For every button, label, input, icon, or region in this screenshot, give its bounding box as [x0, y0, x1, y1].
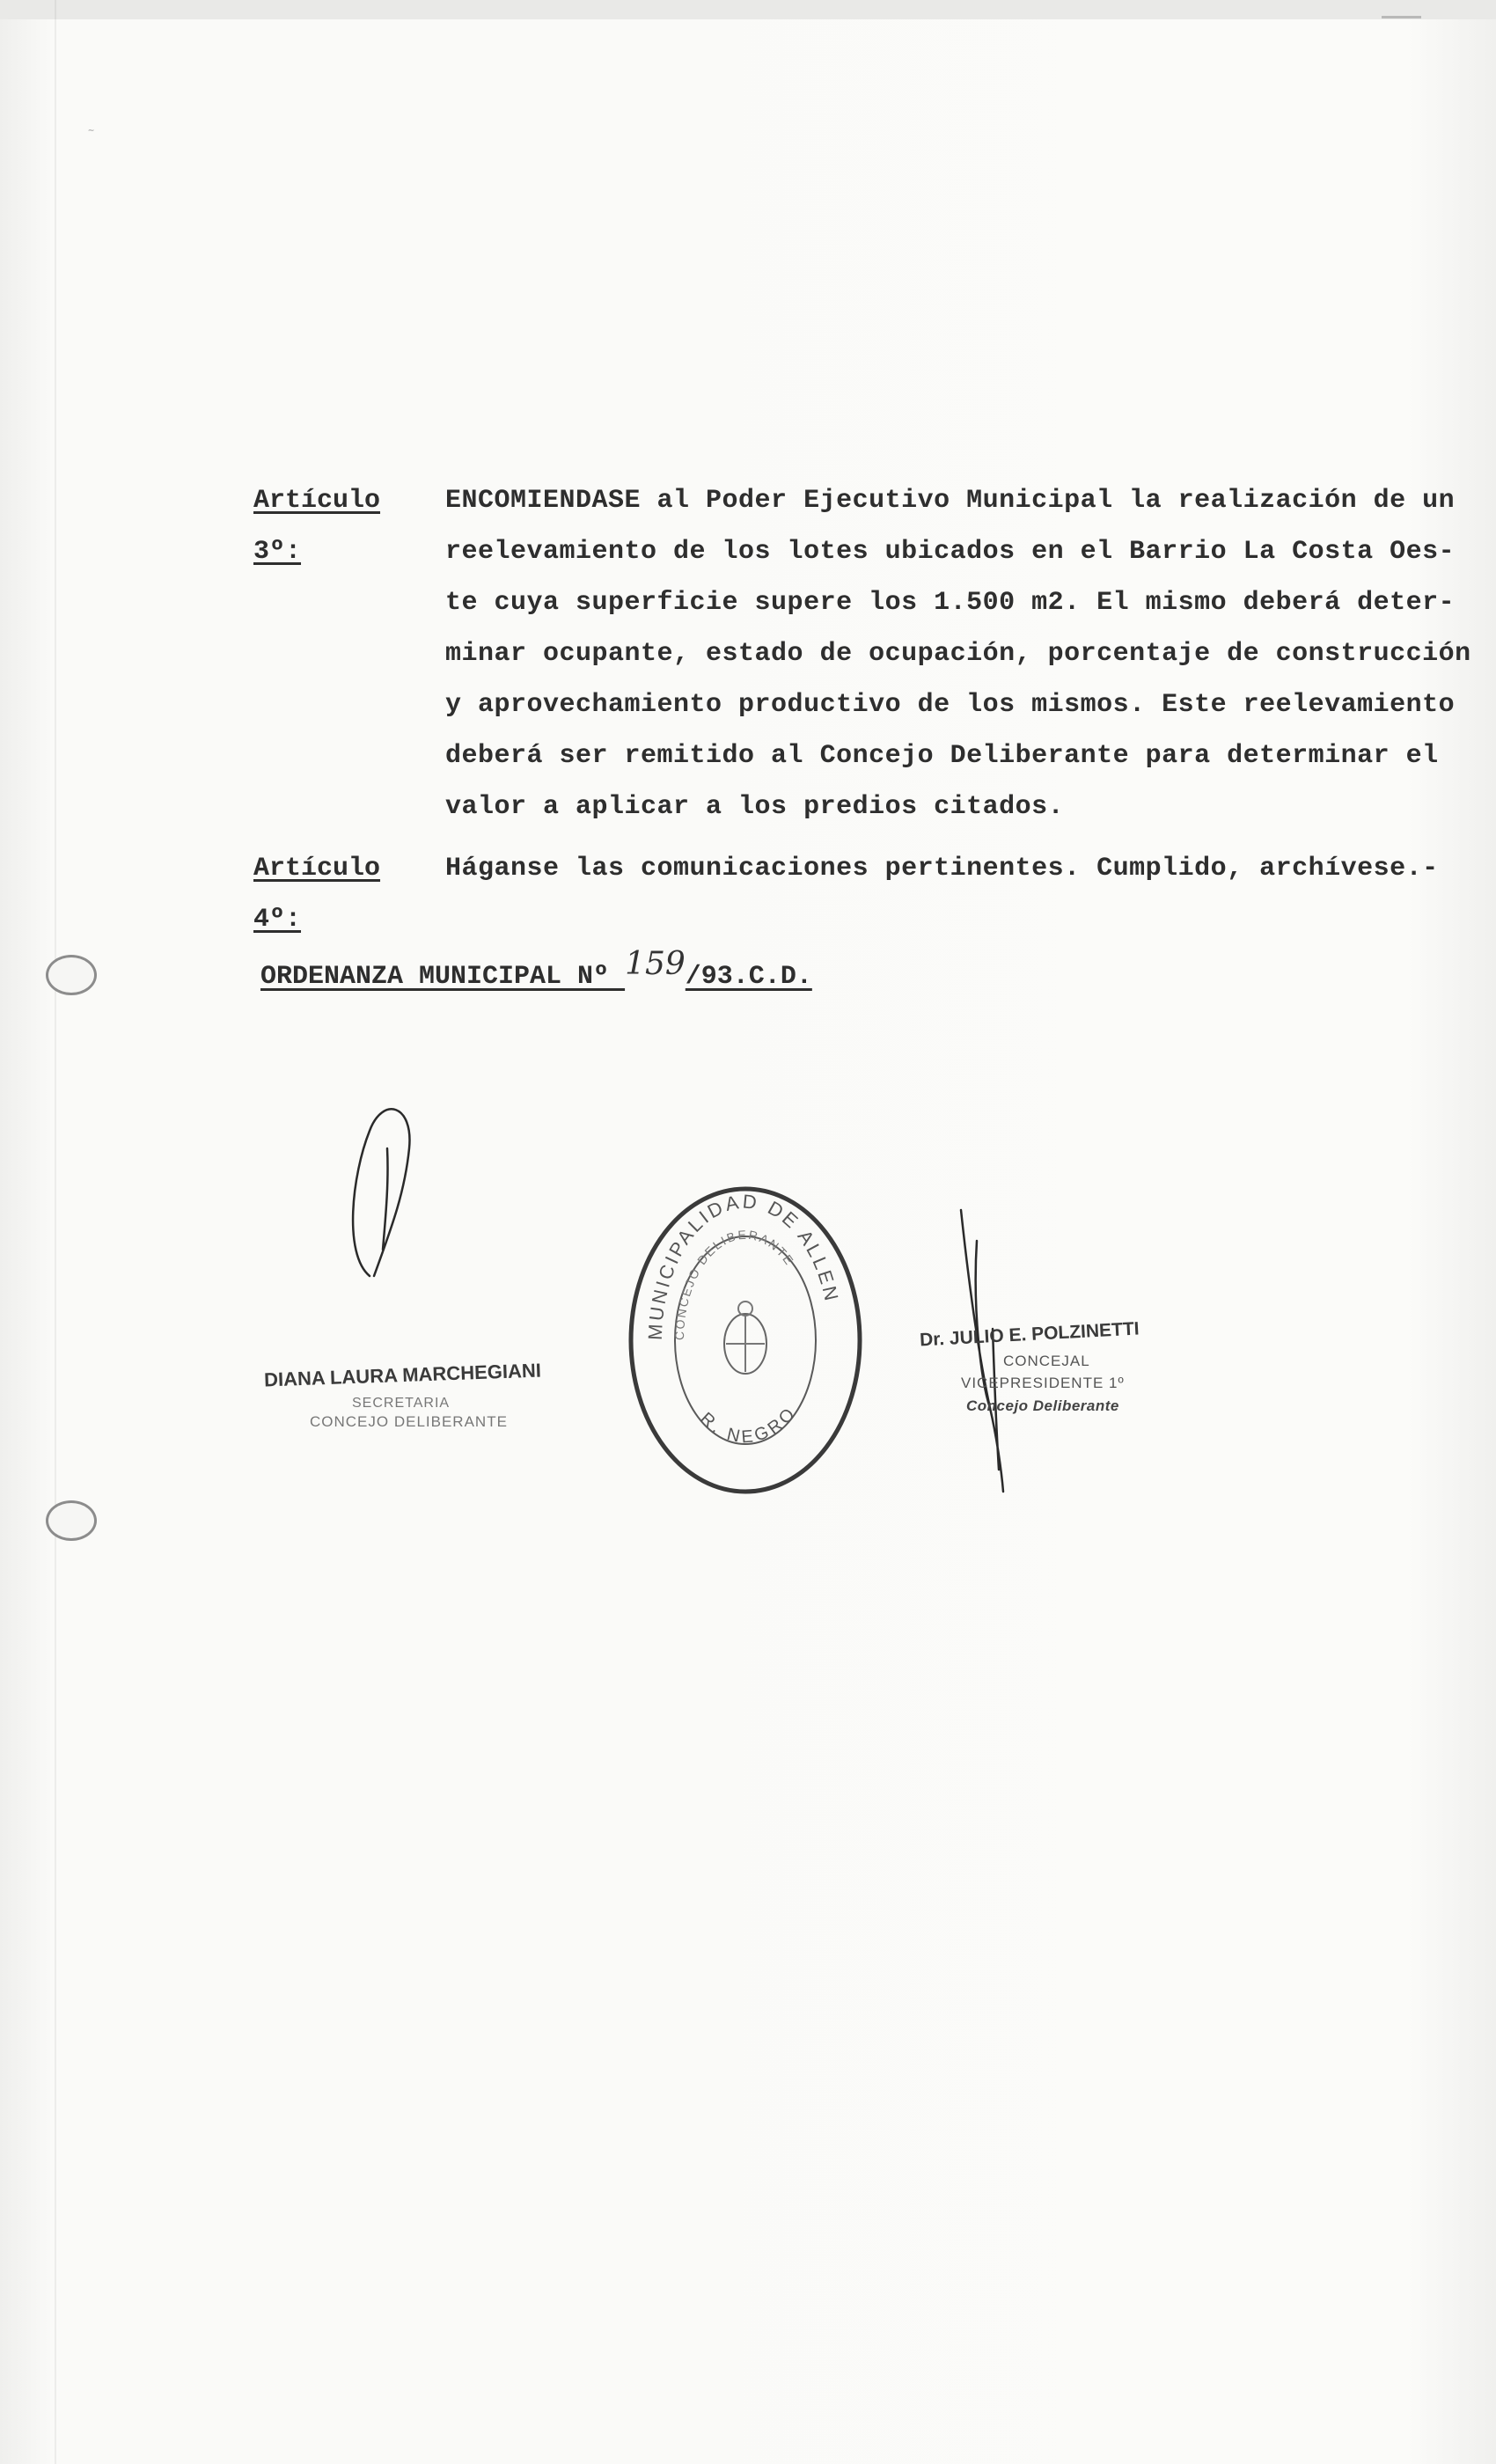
right-signatory-name: Dr. JULIO E. POLZINETTI: [919, 1318, 1140, 1351]
article-3-body: [445, 475, 1471, 832]
article-3-line: valor a aplicar a los predios citados.: [445, 792, 1065, 822]
ordinance-number: [260, 946, 812, 992]
article-3-heading: Artículo 3º:: [253, 486, 381, 567]
seal-inner-text: CONCEJO DELIBERANTE: [671, 1227, 797, 1341]
right-signature-scribble: [950, 1206, 1030, 1496]
svg-text:R. NEGRO: [696, 1403, 801, 1448]
article-3-line: y aprovechamiento productivo de los mismos. Este reelevamiento: [445, 690, 1456, 720]
article-4-heading: Artículo 4º:: [253, 854, 381, 935]
left-signatory-body: CONCEJO DELIBERANTE: [310, 1413, 508, 1430]
left-signatory-title: SECRETARIA: [352, 1396, 451, 1411]
official-seal-stamp: [627, 1184, 864, 1497]
ordinance-suffix: /93.C.D.: [685, 962, 812, 992]
fold-line: [55, 0, 56, 2464]
ordinance-handwritten-number: 159: [625, 946, 686, 982]
pencil-mark: ~: [87, 124, 95, 138]
article-3: [253, 475, 1471, 832]
right-signatory-title: CONCEJAL: [1003, 1353, 1090, 1369]
coat-of-arms-icon: [724, 1302, 766, 1374]
seal-bottom-text: R. NEGRO: [696, 1402, 802, 1448]
top-edge: [0, 0, 1496, 19]
article-3-line: te cuya superficie supere los 1.500 m2. El mismo deberá deter-: [445, 588, 1456, 618]
article-3-line: ENCOMIENDASE al Poder Ejecutivo Municipal la realización de un: [445, 486, 1456, 516]
right-signatory-body: Concejo Deliberante: [966, 1397, 1119, 1414]
article-3-line: reelevamiento de los lotes ubicados en el Barrio La Costa Oes-: [445, 537, 1456, 567]
punch-hole-top: [46, 955, 97, 995]
article-4-body: [445, 843, 1439, 894]
seal-outer-text: MUNICIPALIDAD DE ALLEN: [643, 1190, 844, 1341]
right-signatory-role: VICEPRESIDENTE 1º: [961, 1375, 1125, 1391]
left-signatory-name: DIANA LAURA MARCHEGIANI: [263, 1359, 542, 1391]
article-3-line: minar ocupante, estado de ocupación, porcentaje de construcción: [445, 639, 1471, 669]
article-3-line: deberá ser remitido al Concejo Deliberante para determinar el: [445, 741, 1439, 771]
ordinance-prefix: ORDENANZA MUNICIPAL Nº: [260, 962, 626, 992]
top-mark: [1382, 16, 1421, 18]
left-signature-scribble: [334, 1096, 440, 1289]
article-4-line: Háganse las comunicaciones pertinentes. Cumplido, archívese.-: [445, 854, 1439, 884]
punch-hole-bottom: [46, 1500, 97, 1541]
article-4: [253, 843, 1439, 935]
